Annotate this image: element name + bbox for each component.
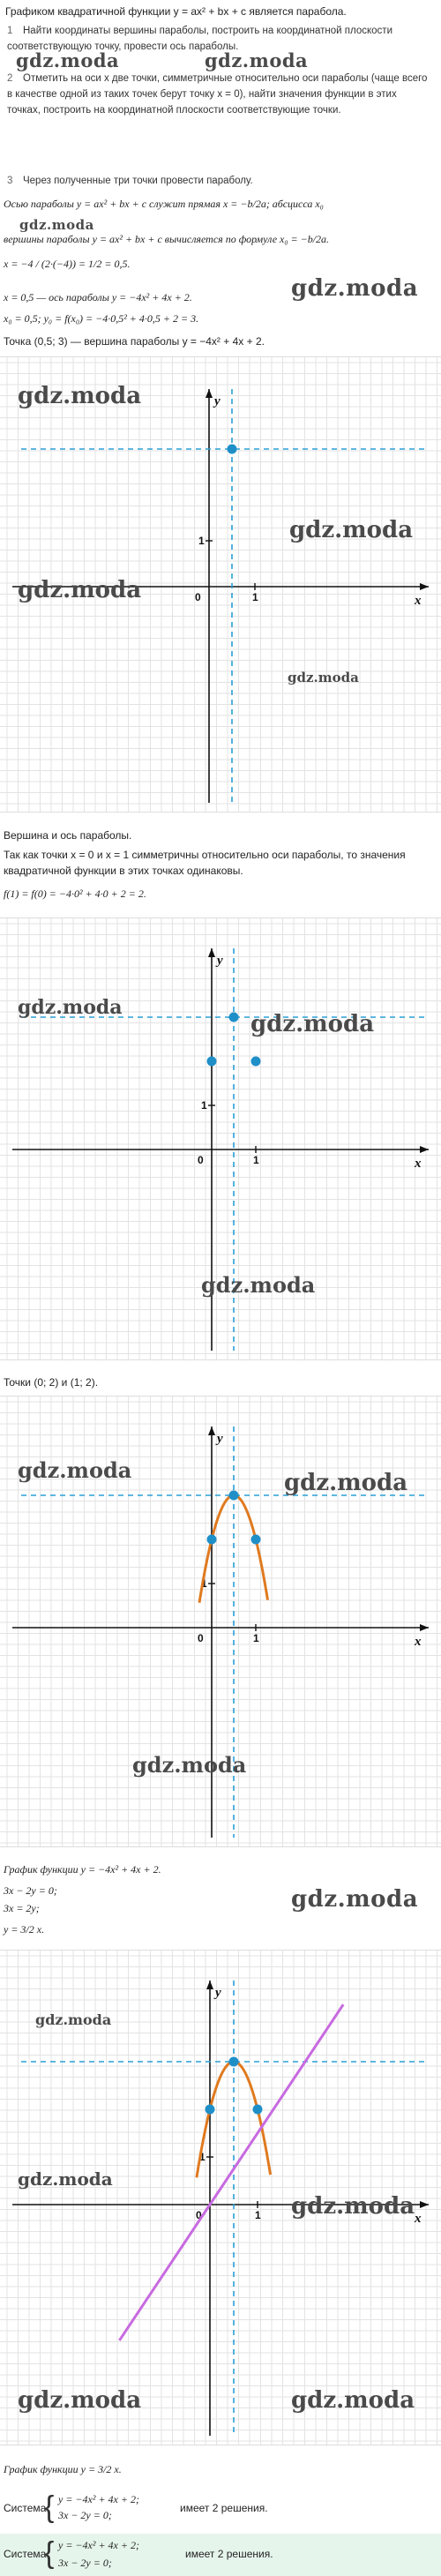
section4-line1: График функции y = −4x² + 4x + 2. [4,1863,161,1876]
tick-label-y: 1 [199,2151,206,2163]
section4-line4: y = 3/2 x. [4,1923,45,1936]
answer-box [0,2534,441,2576]
watermark: gdz.moda [250,1011,375,1037]
vertex-point [228,445,237,454]
watermark: gdz.moda [205,49,309,71]
point-1-2 [251,1057,261,1067]
watermark: gdz.moda [291,275,419,302]
watermark: gdz.moda [19,217,94,233]
step-number: 1 [7,26,13,36]
system-block [4,2491,439,2527]
system-eq2: 3x − 2y = 0; [58,2509,112,2521]
watermark: gdz.moda [16,49,120,71]
answer-eq1: y = −4x² + 4x + 2; [58,2539,139,2551]
coordinate-plane [0,918,441,1359]
system-eq1: y = −4x² + 4x + 2; [58,2493,139,2505]
tick-label-x: 1 [253,1154,259,1166]
vertex-formula-text: вершины параболы y = ax² + bx + c вычисляется по формуле x₀ = −b/2a. [4,233,330,245]
vertex-point [229,1013,239,1022]
answer-eq2: 3x − 2y = 0; [58,2557,112,2569]
origin-label: 0 [198,1154,204,1166]
y-axis-label: y [215,1986,221,2000]
x-axis-arrow [420,583,429,590]
vertex-point [229,1491,239,1501]
step-text: Через полученные три точки провести параболу. [23,176,253,186]
axis-formula-text: Осью параболы y = ax² + bx + c служит прямая x = −b/2a; абсцисса x₀ [4,198,324,210]
y-axis-arrow [208,1427,215,1435]
graph-3 [0,1396,441,1847]
watermark: gdz.moda [289,517,414,543]
system-label: Система [4,2502,47,2514]
coordinate-plane [0,1951,441,2445]
point-0-2 [207,1057,217,1067]
origin-label: 0 [198,1632,204,1644]
section5-line1: График функции y = 3/2 x. [4,2463,122,2475]
point-1-2 [251,1535,261,1545]
section3-line1: Точки (0; 2) и (1; 2). [4,1376,99,1389]
tick-label-y: 1 [198,535,205,547]
x-axis-label: x [415,1157,422,1171]
x-axis-label: x [415,1635,422,1649]
x-axis-label: x [415,2212,422,2226]
step-3 [7,173,430,189]
coordinate-plane [0,1397,441,1846]
watermark: gdz.moda [18,383,142,409]
watermark: gdz.moda [35,2011,112,2028]
x-axis-arrow [420,2201,429,2208]
watermark: gdz.moda [18,1457,132,1483]
calc-line-1: x = −4 / (2·(−4)) = 1/2 = 0,5. [4,258,131,270]
watermark: gdz.moda [284,1470,408,1496]
calc-line-3: x₀ = 0,5; y₀ = f(x₀) = −4·0,5² + 4·0,5 + 2 = 3. [4,312,199,325]
point-1-2 [253,2105,263,2115]
answer-result: имеет 2 решения. [185,2548,273,2560]
watermark: gdz.moda [18,2168,113,2190]
graph-4 [0,1950,441,2445]
step-text: Отметить на оси x две точки, симметричные относительно оси параболы (чаще всего в качестве одной из таких точек берут точку x = 0), найти значения функции в этих точках, построить на координатной плоскости соответствующие точки. [7,73,428,116]
x-axis-arrow [420,1146,429,1153]
watermark: gdz.moda [18,996,123,1019]
calc-line-2: x = 0,5 — ось параболы y = −4x² + 4x + 2. [4,291,192,303]
x-axis-label: x [415,594,422,608]
point-0-2 [206,2105,215,2115]
watermark: gdz.moda [18,2387,142,2414]
watermark: gdz.moda [288,670,359,685]
y-axis-label: y [214,394,220,408]
graph-2 [0,917,441,1360]
section2-line2: Так как точки x = 0 и x = 1 симметричны относительно оси параболы, то значения квадратичной функции в этих точках одинаковы. [4,849,406,877]
tick-label-y: 1 [201,1577,207,1590]
vertex-point-text: Точка (0,5; 3) — вершина параболы y = −4x² + 4x + 2. [4,335,265,348]
watermark: gdz.moda [201,1272,316,1298]
tick-label-x: 1 [253,1632,259,1644]
point-0-2 [207,1535,217,1545]
intro-line: Графиком квадратичной функции y = ax² + bx + c является парабола. [5,5,347,18]
section2-line3: f(1) = f(0) = −4·0² + 4·0 + 2 = 2. [4,887,146,900]
system-result: имеет 2 решения. [180,2502,268,2514]
x-axis-arrow [420,1624,429,1631]
tick-label-x: 1 [252,591,258,603]
y-axis-arrow [206,389,213,398]
tick-label-y: 1 [201,1099,207,1112]
tick-label-x: 1 [255,2209,261,2221]
origin-label: 0 [196,2209,202,2221]
y-axis-arrow [208,948,215,957]
origin-label: 0 [195,591,201,603]
graph-1 [0,356,441,812]
brace: { [44,2536,55,2570]
y-axis-arrow [206,1981,213,1989]
brace: { [44,2490,55,2524]
watermark: gdz.moda [291,2193,415,2220]
y-axis-label: y [217,954,223,968]
section4-line3: 3x = 2y; [4,1902,40,1914]
coordinate-plane [0,357,441,812]
answer-label: Система [4,2548,47,2560]
y-axis-label: y [217,1432,223,1446]
step-number: 3 [7,176,13,186]
step-text: Найти координаты вершины параболы, построить на координатной плоскости соответствующую точку, провести ось параболы. [7,26,392,52]
watermark: gdz.moda [291,1886,419,1913]
step-number: 2 [7,73,13,84]
section4-line2: 3x − 2y = 0; [4,1884,57,1897]
watermark: gdz.moda [18,577,142,603]
vertex-point [229,2057,239,2067]
section2-line1: Вершина и ось параболы. [4,829,132,842]
watermark: gdz.moda [132,1752,247,1778]
watermark: gdz.moda [291,2387,415,2414]
step-2 [7,71,430,118]
